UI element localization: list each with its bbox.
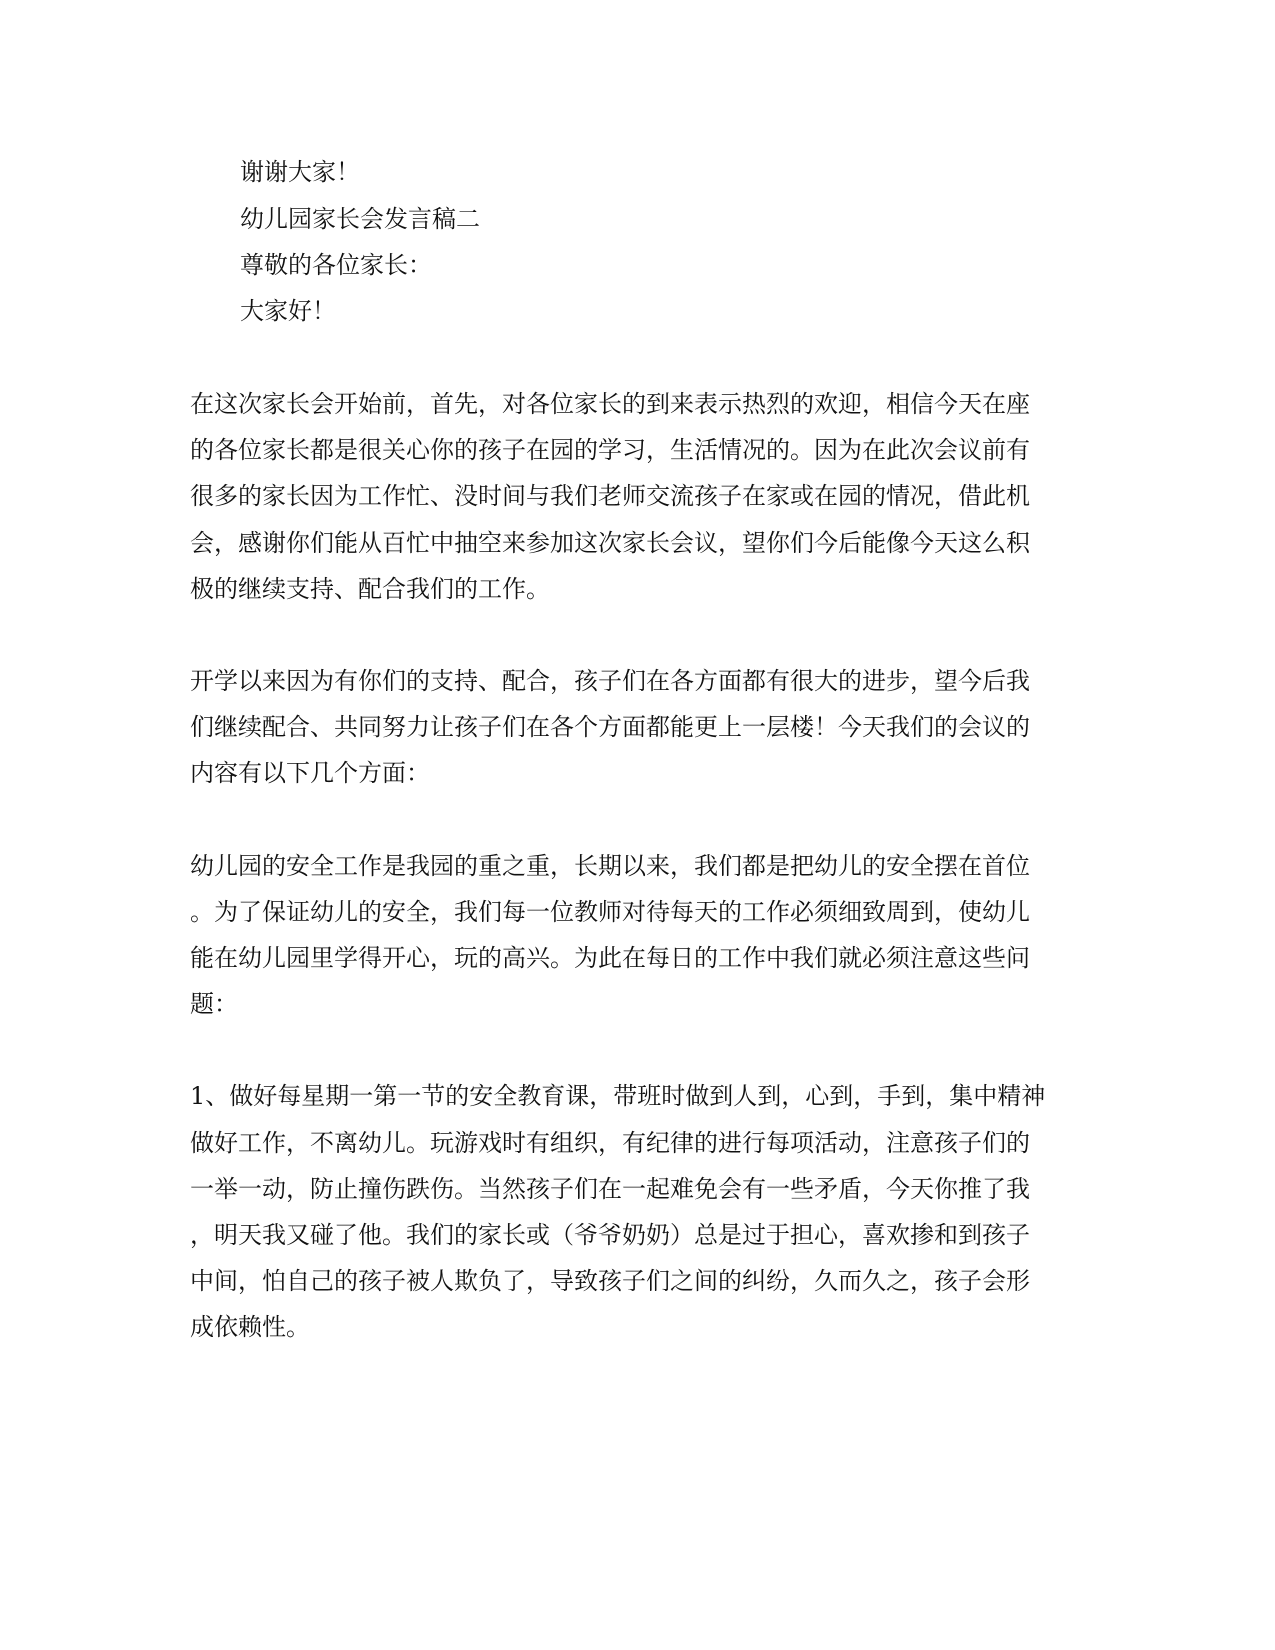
paragraph-line: 们继续配合、共同努力让孩子们在各个方面都能更上一层楼！今天我们的会议的 [190, 713, 1030, 741]
paragraph-line: 内容有以下几个方面： [190, 759, 430, 787]
paragraph-line: 会，感谢你们能从百忙中抽空来参加这次家长会议，望你们今后能像今天这么积 [190, 529, 1030, 557]
paragraph-line: 极的继续支持、配合我们的工作。 [190, 575, 550, 603]
paragraph-line: 题： [190, 990, 238, 1018]
paragraph-line: 。为了保证幼儿的安全，我们每一位教师对待每天的工作必须细致周到，使幼儿 [190, 898, 1030, 926]
section-title: 幼儿园家长会发言稿二 [240, 205, 480, 233]
paragraph-line: 幼儿园的安全工作是我园的重之重，长期以来，我们都是把幼儿的安全摆在首位 [190, 852, 1030, 880]
paragraph-line: 成依赖性。 [190, 1313, 310, 1341]
salutation-line: 尊敬的各位家长： [240, 251, 432, 279]
paragraph-line: 中间，怕自己的孩子被人欺负了，导致孩子们之间的纠纷，久而久之，孩子会形 [190, 1267, 1030, 1295]
paragraph-line: 一举一动，防止撞伤跌伤。当然孩子们在一起难免会有一些矛盾，今天你推了我 [190, 1175, 1030, 1203]
closing-thanks-line: 谢谢大家！ [240, 158, 360, 186]
paragraph-line: 在这次家长会开始前，首先，对各位家长的到来表示热烈的欢迎，相信今天在座 [190, 390, 1030, 418]
paragraph-line: 做好工作，不离幼儿。玩游戏时有组织，有纪律的进行每项活动，注意孩子们的 [190, 1129, 1030, 1157]
paragraph-line: 1、做好每星期一第一节的安全教育课，带班时做到人到，心到，手到，集中精神 [190, 1082, 1046, 1110]
paragraph-line: 的各位家长都是很关心你的孩子在园的学习，生活情况的。因为在此次会议前有 [190, 436, 1030, 464]
paragraph-line: 能在幼儿园里学得开心，玩的高兴。为此在每日的工作中我们就必须注意这些问 [190, 944, 1030, 972]
paragraph-line: 开学以来因为有你们的支持、配合，孩子们在各方面都有很大的进步，望今后我 [190, 667, 1030, 695]
greeting-line: 大家好！ [240, 297, 336, 325]
paragraph-line: ，明天我又碰了他。我们的家长或（爷爷奶奶）总是过于担心，喜欢掺和到孩子 [190, 1221, 1030, 1249]
paragraph-line: 很多的家长因为工作忙、没时间与我们老师交流孩子在家或在园的情况，借此机 [190, 482, 1030, 510]
